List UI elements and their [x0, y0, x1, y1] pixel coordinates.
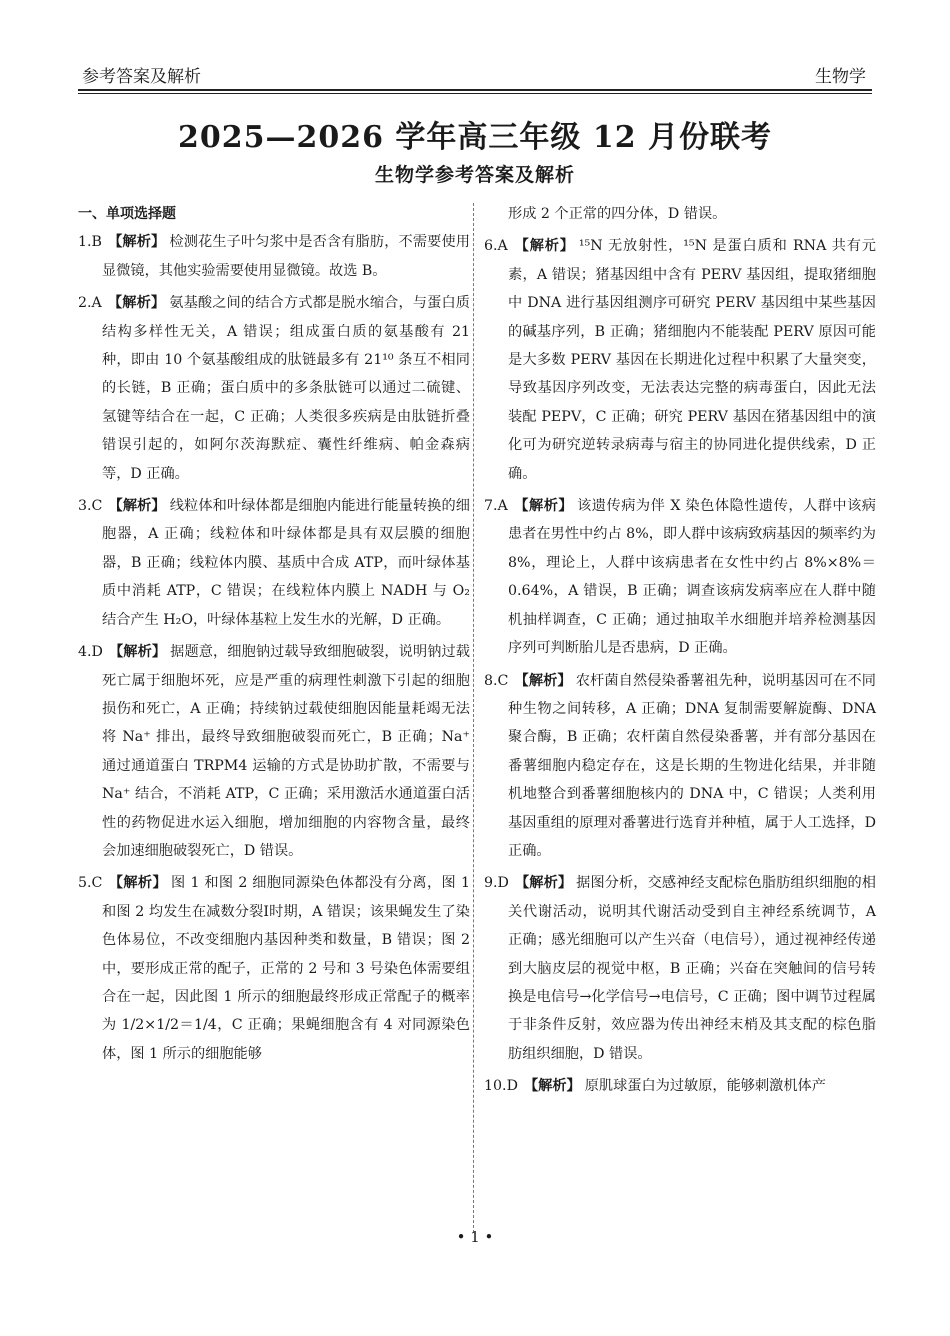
answer-text: 图 1 和图 2 细胞同源染色体都没有分离，图 1 和图 2 均发生在减数分裂Ⅰ时期，A 错误；该果蝇发生了染色体易位，不改变细胞内基因种类和数量，B 错误；图 2 中，要形成正常的配子，正常的 2 号和 3 号染色体需要组合在一起，因此图 1 所示的细胞最终形成正常配子的概率为 1/2×1/2＝1/4，C 正确；果蝇细胞含有 4 对同源染色体，图 1 所示的细胞能够 — [102, 875, 470, 1062]
section-heading: 一、单项选择题 — [78, 206, 176, 222]
answer-text: ¹⁵N 无放射性，¹⁵N 是蛋白质和 RNA 共有元素，A 错误；猪基因组中含有 PERV 基因组，提取猪细胞中 DNA 进行基因组测序可研究 PERV 基因组中某些基因的碱基序列，B 正确；猪细胞内不能装配 PERV 原因可能是大多数 PERV 基因在长期进化过程中积累了大量突变，导致基因序列改变，无法表达完整的病毒蛋白，因此无法装配 PEPV，C 正确；研究 PERV 基因在猪基因组中的演化可为研究逆转录病毒与宿主的协同进化提供线索，D 正确。 — [508, 238, 876, 482]
answer-text: 原肌球蛋白为过敏原，能够刺激机体产 — [584, 1078, 826, 1095]
answer-text: 农杆菌自然侵染番薯祖先种，说明基因可在不同种生物之间转移，A 正确；DNA 复制需要解旋酶、DNA 聚合酶，B 正确；农杆菌自然侵染番薯，并有部分基因在番薯细胞内稳定存在，这是长期的生物进化结果，并非随机地整合到番薯细胞核内的 DNA 中，C 错误；人类利用基因重组的原理对番薯进行选育并种植，属于人工选择，D 正确。 — [508, 672, 876, 859]
answer-item-4 — [78, 638, 470, 865]
answer-text: 氨基酸之间的结合方式都是脱水缩合，与蛋白质结构多样性无关，A 错误；组成蛋白质的氨基酸有 21 种，即由 10 个氨基酸组成的肽链最多有 21¹⁰ 条互不相同的长链，B 正确；蛋白质中的多条肽链可以通过二硫键、氢键等结合在一起，C 正确；人类很多疾病是由肽链折叠错误引起的，如阿尔茨海默症、囊性纤维病、帕金森病等，D 正确。 — [102, 295, 470, 482]
analysis-tag: 【解析】 — [514, 875, 573, 892]
answer-text: 据图分析，交感神经支配棕色脂肪组织细胞的相关代谢活动，说明其代谢活动受到自主神经系统调节，A 正确；感光细胞可以产生兴奋（电信号），通过视神经传递到大脑皮层的视觉中枢，B 正确；兴奋在突触间的信号转换是电信号→化学信号→电信号，C 正确；图中调节过程属于非条件反射，效应器为传出神经末梢及其支配的棕色脂肪组织细胞，D 错误。 — [508, 875, 876, 1062]
header-doc-type: 参考答案及解析 — [82, 67, 201, 87]
answer-number: 5.C — [78, 875, 103, 892]
answer-number: 3.C — [78, 498, 103, 515]
answer-item-10 — [484, 1072, 876, 1100]
answer-number: 2.A — [78, 295, 102, 312]
analysis-tag: 【解析】 — [107, 295, 166, 312]
answer-item-5 — [78, 869, 470, 1068]
right-column — [484, 200, 876, 1105]
analysis-tag: 【解析】 — [523, 1078, 581, 1095]
header-rule-thick — [78, 89, 872, 91]
column-divider — [473, 203, 474, 1233]
answer-item-5-continued: 形成 2 个正常的四分体，D 错误。 — [508, 206, 727, 222]
answer-item-9 — [484, 869, 876, 1068]
answer-text: 线粒体和叶绿体都是细胞内能进行能量转换的细胞器，A 正确；线粒体和叶绿体都是具有双层膜的细胞器，B 正确；线粒体内膜、基质中合成 ATP，而叶绿体基质中消耗 ATP，C 错误；在线粒体内膜上 NADH 与 O₂ 结合产生 H₂O，叶绿体基粒上发生水的光解，D 正确。 — [102, 498, 470, 628]
analysis-tag: 【解析】 — [514, 672, 572, 689]
answer-number: 7.A — [484, 498, 508, 515]
answer-text: 检测花生子叶匀浆中是否含有脂肪，不需要使用显微镜，其他实验需要使用显微镜。故选 B。 — [102, 234, 470, 279]
answer-number: 6.A — [484, 238, 508, 255]
page-title: 2025—2026 学年高三年级 12 月份联考 — [177, 120, 773, 155]
analysis-tag: 【解析】 — [513, 498, 574, 515]
answer-text: 该遗传病为伴 X 染色体隐性遗传，人群中该病患者在男性中约占 8%，即人群中该病致病基因的频率约为 8%，理论上，人群中该病患者在女性中约占 8%×8%＝0.64%，A 错误，B 正确；调查该病发病率应在人群中随机抽样调查，C 正确；通过抽取羊水细胞并培养检测基因序列可判断胎儿是否患病，D 正确。 — [508, 498, 876, 657]
page-header — [78, 56, 872, 88]
left-column — [78, 200, 470, 1072]
analysis-tag: 【解析】 — [108, 644, 167, 661]
analysis-tag: 【解析】 — [513, 238, 575, 255]
answer-text: 据题意，细胞钠过载导致细胞破裂，说明钠过载死亡属于细胞坏死，应是严重的病理性刺激下引起的细胞损伤和死亡，A 正确；持续钠过载使细胞因能量耗竭无法将 Na⁺ 排出，最终导致细胞破裂而死亡，B 正确；Na⁺ 通过通道蛋白 TRPM4 运输的方式是协助扩散，不需要与 Na⁺ 结合，不消耗 ATP，C 正确；采用激活水通道蛋白活性的药物促进水运入细胞，增加细胞的内容物含量，最终会加速细胞破裂死亡，D 错误。 — [102, 644, 470, 859]
analysis-tag: 【解析】 — [108, 875, 168, 892]
answer-item-6 — [484, 232, 876, 488]
page-number: • 1 • — [456, 1228, 494, 1246]
analysis-tag: 【解析】 — [107, 234, 166, 251]
answer-item-2 — [78, 289, 470, 488]
page-subtitle: 生物学参考答案及解析 — [374, 164, 575, 186]
answer-number: 4.D — [78, 644, 103, 661]
answer-number: 10.D — [484, 1078, 518, 1095]
header-subject: 生物学 — [815, 67, 866, 87]
header-rule-thin — [78, 93, 872, 94]
answer-item-7 — [484, 492, 876, 662]
answer-number: 1.B — [78, 234, 102, 251]
analysis-tag: 【解析】 — [108, 498, 166, 515]
answer-item-8 — [484, 667, 876, 866]
answer-number: 9.D — [484, 875, 509, 892]
answer-number: 8.C — [484, 672, 509, 689]
answer-item-1 — [78, 228, 470, 285]
answer-item-3 — [78, 492, 470, 634]
